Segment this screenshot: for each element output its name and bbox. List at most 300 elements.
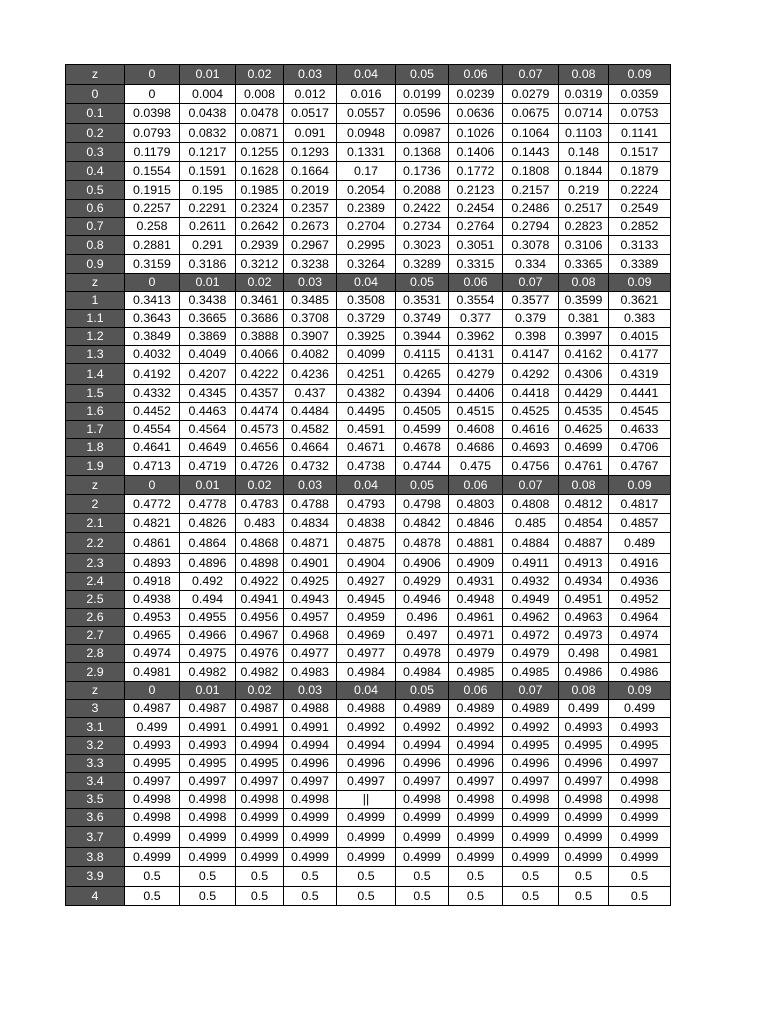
probability-cell: 0.4981: [125, 663, 180, 682]
header-row: [66, 274, 671, 292]
probability-cell: 0.2852: [609, 218, 671, 236]
probability-cell: 0.1064: [503, 124, 559, 143]
probability-cell: 0.2291: [180, 200, 236, 218]
table-row: [66, 645, 671, 663]
probability-cell: 0.4938: [125, 591, 180, 609]
probability-cell: 0.5: [609, 887, 671, 906]
probability-cell: 0.4991: [236, 718, 284, 737]
probability-cell: 0.1664: [284, 162, 337, 181]
probability-cell: 0.4999: [236, 848, 284, 867]
probability-cell: 0.4484: [284, 403, 337, 421]
probability-cell: 0.4719: [180, 457, 236, 476]
probability-cell: 0.4976: [236, 645, 284, 663]
table-row: [66, 554, 671, 573]
probability-cell: 0.4904: [337, 554, 396, 573]
probability-cell: 0.4599: [396, 421, 449, 439]
probability-cell: 0.4996: [396, 755, 449, 773]
probability-cell: 0.4857: [609, 514, 671, 533]
column-header: 0.01: [180, 682, 236, 700]
probability-cell: 0.4998: [125, 791, 180, 809]
probability-cell: 0.4964: [609, 609, 671, 627]
table-row: [66, 495, 671, 514]
z-value-cell: 2.4: [66, 573, 125, 591]
probability-cell: 0.4997: [284, 773, 337, 791]
probability-cell: 0.4147: [503, 346, 559, 364]
column-header: 0.08: [559, 65, 609, 85]
column-header: 0.06: [449, 476, 503, 495]
probability-cell: 0.4996: [559, 755, 609, 773]
header-row: [66, 682, 671, 700]
probability-cell: 0.4979: [503, 645, 559, 663]
probability-cell: 0.4999: [396, 809, 449, 827]
column-header: 0.05: [396, 65, 449, 85]
probability-cell: 0.4994: [396, 737, 449, 755]
probability-cell: 0.4066: [236, 346, 284, 364]
probability-cell: 0.5: [180, 887, 236, 906]
probability-cell: 0.4049: [180, 346, 236, 364]
z-value-cell: 3.7: [66, 827, 125, 848]
probability-cell: 0.379: [503, 310, 559, 328]
probability-cell: 0.2088: [396, 181, 449, 200]
probability-cell: 0.4884: [503, 533, 559, 554]
z-value-cell: 0.2: [66, 124, 125, 143]
probability-cell: 0.2794: [503, 218, 559, 236]
probability-cell: 0.3665: [180, 310, 236, 328]
probability-cell: 0.4875: [337, 533, 396, 554]
probability-cell: 0.1103: [559, 124, 609, 143]
column-header: 0.02: [236, 682, 284, 700]
column-header: 0.07: [503, 274, 559, 292]
table-row: [66, 591, 671, 609]
probability-cell: 0.4952: [609, 591, 671, 609]
probability-cell: 0.016: [337, 85, 396, 104]
column-header: 0.05: [396, 274, 449, 292]
probability-cell: 0.2019: [284, 181, 337, 200]
probability-cell: 0.4738: [337, 457, 396, 476]
probability-cell: 0.4974: [609, 627, 671, 645]
table-row: [66, 218, 671, 236]
probability-cell: 0.3485: [284, 292, 337, 310]
probability-cell: 0.2422: [396, 200, 449, 218]
z-score-table: [65, 64, 671, 906]
table-row: [66, 514, 671, 533]
probability-cell: 0.4992: [337, 718, 396, 737]
probability-cell: 0.4999: [337, 848, 396, 867]
probability-cell: 0.4995: [609, 737, 671, 755]
z-value-cell: 3: [66, 700, 125, 718]
probability-cell: 0.4793: [337, 495, 396, 514]
probability-cell: 0.497: [396, 627, 449, 645]
probability-cell: 0.4932: [503, 573, 559, 591]
z-column-header: z: [66, 476, 125, 495]
probability-cell: 0.4989: [396, 700, 449, 718]
probability-cell: 0.4999: [284, 809, 337, 827]
probability-cell: 0.4943: [284, 591, 337, 609]
table-row: [66, 364, 671, 385]
table-row: [66, 627, 671, 645]
table-row: [66, 143, 671, 162]
probability-cell: 0.4871: [284, 533, 337, 554]
column-header: 0.02: [236, 274, 284, 292]
probability-cell: 0.291: [180, 236, 236, 255]
table-row: [66, 292, 671, 310]
column-header: 0.07: [503, 476, 559, 495]
probability-cell: 0.0517: [284, 104, 337, 124]
z-column-header: z: [66, 274, 125, 292]
probability-cell: 0.4441: [609, 385, 671, 403]
probability-cell: 0.3133: [609, 236, 671, 255]
probability-cell: 0.4812: [559, 495, 609, 514]
column-header: 0.04: [337, 65, 396, 85]
probability-cell: 0.4846: [449, 514, 503, 533]
probability-cell: 0.3238: [284, 255, 337, 274]
probability-cell: 0.3577: [503, 292, 559, 310]
probability-cell: 0.0636: [449, 104, 503, 124]
z-value-cell: 1.5: [66, 385, 125, 403]
probability-cell: 0.485: [503, 514, 559, 533]
z-value-cell: 4: [66, 887, 125, 906]
probability-cell: 0.4319: [609, 364, 671, 385]
probability-cell: 0.4994: [236, 737, 284, 755]
probability-cell: 0.4994: [449, 737, 503, 755]
probability-cell: 0.4998: [609, 773, 671, 791]
probability-cell: 0.4678: [396, 439, 449, 457]
probability-cell: 0.4032: [125, 346, 180, 364]
probability-cell: 0.4279: [449, 364, 503, 385]
z-value-cell: 2.8: [66, 645, 125, 663]
probability-cell: 0.4999: [449, 827, 503, 848]
probability-cell: 0.3023: [396, 236, 449, 255]
probability-cell: 0.2642: [236, 218, 284, 236]
probability-cell: 0.4761: [559, 457, 609, 476]
column-header: 0.01: [180, 274, 236, 292]
probability-cell: 0.3438: [180, 292, 236, 310]
probability-cell: 0.4656: [236, 439, 284, 457]
column-header: 0.09: [609, 682, 671, 700]
column-header: 0.09: [609, 476, 671, 495]
probability-cell: 0.2389: [337, 200, 396, 218]
probability-cell: 0.4999: [609, 848, 671, 867]
probability-cell: 0.2224: [609, 181, 671, 200]
probability-cell: 0.4948: [449, 591, 503, 609]
probability-cell: 0.4997: [559, 773, 609, 791]
probability-cell: 0.4997: [449, 773, 503, 791]
table-row: [66, 737, 671, 755]
probability-cell: 0.4993: [180, 737, 236, 755]
probability-cell: 0.4131: [449, 346, 503, 364]
probability-cell: 0.4474: [236, 403, 284, 421]
column-header: 0.05: [396, 476, 449, 495]
probability-cell: 0.4573: [236, 421, 284, 439]
probability-cell: 0.1368: [396, 143, 449, 162]
probability-cell: 0.4713: [125, 457, 180, 476]
probability-cell: 0.4951: [559, 591, 609, 609]
column-header: 0.06: [449, 274, 503, 292]
probability-cell: 0.4989: [503, 700, 559, 718]
probability-cell: 0.4999: [449, 848, 503, 867]
probability-cell: 0.4961: [449, 609, 503, 627]
probability-cell: 0.3413: [125, 292, 180, 310]
probability-cell: 0.5: [559, 887, 609, 906]
probability-cell: 0.4999: [503, 809, 559, 827]
table-row: [66, 236, 671, 255]
probability-cell: 0.383: [609, 310, 671, 328]
probability-cell: 0.3599: [559, 292, 609, 310]
probability-cell: 0.3212: [236, 255, 284, 274]
probability-cell: 0.4999: [396, 827, 449, 848]
probability-cell: 0.4222: [236, 364, 284, 385]
column-header: 0.08: [559, 682, 609, 700]
probability-cell: 0.3531: [396, 292, 449, 310]
probability-cell: 0.4997: [125, 773, 180, 791]
probability-cell: 0.258: [125, 218, 180, 236]
probability-cell: 0.4332: [125, 385, 180, 403]
z-value-cell: 0.5: [66, 181, 125, 200]
column-header: 0.03: [284, 65, 337, 85]
probability-cell: 0.4162: [559, 346, 609, 364]
z-value-cell: 2.6: [66, 609, 125, 627]
probability-cell: 0.4992: [396, 718, 449, 737]
z-value-cell: 3.5: [66, 791, 125, 809]
probability-cell: 0.494: [180, 591, 236, 609]
probability-cell: 0.4997: [503, 773, 559, 791]
probability-cell: 0.5: [396, 887, 449, 906]
probability-cell: 0.4641: [125, 439, 180, 457]
probability-cell: 0.0478: [236, 104, 284, 124]
probability-cell: 0.1179: [125, 143, 180, 162]
probability-cell: 0.499: [125, 718, 180, 737]
probability-cell: 0.4972: [503, 627, 559, 645]
probability-cell: 0.4906: [396, 554, 449, 573]
probability-cell: 0.5: [559, 867, 609, 887]
probability-cell: 0.4861: [125, 533, 180, 554]
probability-cell: 0.4999: [125, 848, 180, 867]
probability-cell: 0.4898: [236, 554, 284, 573]
z-value-cell: 0.4: [66, 162, 125, 181]
probability-cell: 0.5: [503, 867, 559, 887]
probability-cell: 0.0714: [559, 104, 609, 124]
column-header: 0.05: [396, 682, 449, 700]
probability-cell: 0.4616: [503, 421, 559, 439]
probability-cell: 0.4798: [396, 495, 449, 514]
z-value-cell: 3.9: [66, 867, 125, 887]
probability-cell: 0.2967: [284, 236, 337, 255]
z-value-cell: 1.7: [66, 421, 125, 439]
probability-cell: 0.4817: [609, 495, 671, 514]
probability-cell: 0.4971: [449, 627, 503, 645]
table-row: [66, 700, 671, 718]
probability-cell: 0.381: [559, 310, 609, 328]
probability-cell: 0.4999: [180, 827, 236, 848]
probability-cell: 0.4925: [284, 573, 337, 591]
probability-cell: 0.4965: [125, 627, 180, 645]
column-header: 0.01: [180, 65, 236, 85]
probability-cell: 0.4382: [337, 385, 396, 403]
probability-cell: 0.1628: [236, 162, 284, 181]
header-row: [66, 476, 671, 495]
probability-cell: 0.4686: [449, 439, 503, 457]
probability-cell: 0.4082: [284, 346, 337, 364]
probability-cell: 0.3106: [559, 236, 609, 255]
probability-cell: 0.4969: [337, 627, 396, 645]
probability-cell: 0.4394: [396, 385, 449, 403]
probability-cell: 0.4987: [125, 700, 180, 718]
probability-cell: 0.4772: [125, 495, 180, 514]
probability-cell: 0.3888: [236, 328, 284, 346]
probability-cell: 0.4956: [236, 609, 284, 627]
probability-cell: 0.4998: [180, 809, 236, 827]
probability-cell: 0.4306: [559, 364, 609, 385]
probability-cell: 0.4625: [559, 421, 609, 439]
probability-cell: 0.1915: [125, 181, 180, 200]
probability-cell: 0.4887: [559, 533, 609, 554]
probability-cell: 0.3508: [337, 292, 396, 310]
probability-cell: 0.4864: [180, 533, 236, 554]
probability-cell: 0.3686: [236, 310, 284, 328]
header-row: [66, 65, 671, 85]
z-value-cell: 1.4: [66, 364, 125, 385]
probability-cell: 0.4664: [284, 439, 337, 457]
probability-cell: 0.4901: [284, 554, 337, 573]
probability-cell: 0.0675: [503, 104, 559, 124]
probability-cell: 0.4015: [609, 328, 671, 346]
probability-cell: 0.4998: [609, 791, 671, 809]
table-row: [66, 848, 671, 867]
probability-cell: 0.2324: [236, 200, 284, 218]
z-value-cell: 3.4: [66, 773, 125, 791]
probability-cell: 0.4987: [236, 700, 284, 718]
column-header: 0.03: [284, 682, 337, 700]
z-value-cell: 2.9: [66, 663, 125, 682]
probability-cell: 0.4999: [396, 848, 449, 867]
probability-cell: 0.4992: [449, 718, 503, 737]
probability-cell: 0.5: [236, 887, 284, 906]
probability-cell: 0.5: [125, 867, 180, 887]
probability-cell: 0.4826: [180, 514, 236, 533]
probability-cell: 0.1844: [559, 162, 609, 181]
probability-cell: 0.2995: [337, 236, 396, 255]
probability-cell: 0.4966: [180, 627, 236, 645]
probability-cell: 0.4997: [609, 755, 671, 773]
probability-cell: 0.4959: [337, 609, 396, 627]
probability-cell: 0.0948: [337, 124, 396, 143]
probability-cell: 0.4808: [503, 495, 559, 514]
probability-cell: 0.0438: [180, 104, 236, 124]
probability-cell: 0.4984: [337, 663, 396, 682]
z-value-cell: 1.6: [66, 403, 125, 421]
probability-cell: 0.3749: [396, 310, 449, 328]
probability-cell: 0.4406: [449, 385, 503, 403]
probability-cell: 0.1554: [125, 162, 180, 181]
table-row: [66, 310, 671, 328]
probability-cell: 0.4767: [609, 457, 671, 476]
probability-cell: 0.4357: [236, 385, 284, 403]
probability-cell: 0.1879: [609, 162, 671, 181]
probability-cell: 0.4981: [609, 645, 671, 663]
probability-cell: 0.3186: [180, 255, 236, 274]
probability-cell: 0.498: [559, 645, 609, 663]
probability-cell: 0.1772: [449, 162, 503, 181]
column-header: 0.08: [559, 274, 609, 292]
probability-cell: 0.3554: [449, 292, 503, 310]
probability-cell: 0.4997: [337, 773, 396, 791]
probability-cell: 0.4842: [396, 514, 449, 533]
probability-cell: 0.0359: [609, 85, 671, 104]
probability-cell: 0.496: [396, 609, 449, 627]
probability-cell: 0.4999: [337, 827, 396, 848]
probability-cell: 0.475: [449, 457, 503, 476]
probability-cell: 0.4999: [503, 827, 559, 848]
probability-cell: 0.1808: [503, 162, 559, 181]
probability-cell: 0.4998: [396, 791, 449, 809]
z-value-cell: 2.7: [66, 627, 125, 645]
probability-cell: 0.004: [180, 85, 236, 104]
column-header: 0.06: [449, 682, 503, 700]
column-header: 0.06: [449, 65, 503, 85]
probability-cell: 0.1985: [236, 181, 284, 200]
column-header: 0.08: [559, 476, 609, 495]
probability-cell: 0.1026: [449, 124, 503, 143]
probability-cell: 0.4996: [337, 755, 396, 773]
column-header: 0.07: [503, 682, 559, 700]
probability-cell: 0.3389: [609, 255, 671, 274]
probability-cell: 0.5: [449, 867, 503, 887]
probability-cell: 0.4945: [337, 591, 396, 609]
probability-cell: 0.3365: [559, 255, 609, 274]
probability-cell: 0.4838: [337, 514, 396, 533]
probability-cell: 0.3925: [337, 328, 396, 346]
z-value-cell: 0.1: [66, 104, 125, 124]
probability-cell: 0.4982: [236, 663, 284, 682]
probability-cell: 0.4999: [559, 827, 609, 848]
probability-cell: 0.0832: [180, 124, 236, 143]
probability-cell: 0.437: [284, 385, 337, 403]
table-row: [66, 773, 671, 791]
probability-cell: 0.4192: [125, 364, 180, 385]
probability-cell: 0.4251: [337, 364, 396, 385]
probability-cell: 0.499: [559, 700, 609, 718]
probability-cell: 0.4996: [503, 755, 559, 773]
probability-cell: 0.2704: [337, 218, 396, 236]
probability-cell: 0.4999: [449, 809, 503, 827]
probability-cell: 0.2454: [449, 200, 503, 218]
probability-cell: 0.4985: [449, 663, 503, 682]
probability-cell: 0.195: [180, 181, 236, 200]
probability-cell: 0.4962: [503, 609, 559, 627]
probability-cell: 0.0871: [236, 124, 284, 143]
table-row: [66, 791, 671, 809]
z-value-cell: 2.5: [66, 591, 125, 609]
probability-cell: 0.4515: [449, 403, 503, 421]
z-value-cell: 3.6: [66, 809, 125, 827]
probability-cell: 0.0199: [396, 85, 449, 104]
probability-cell: 0.4582: [284, 421, 337, 439]
probability-cell: 0.4992: [503, 718, 559, 737]
probability-cell: 0.4999: [609, 809, 671, 827]
table-row: [66, 403, 671, 421]
probability-cell: 0.4975: [180, 645, 236, 663]
probability-cell: 0.4991: [284, 718, 337, 737]
probability-cell: 0.4699: [559, 439, 609, 457]
column-header: 0.04: [337, 476, 396, 495]
probability-cell: ||: [337, 791, 396, 809]
table-row: [66, 457, 671, 476]
z-value-cell: 1.2: [66, 328, 125, 346]
probability-cell: 0.5: [125, 887, 180, 906]
probability-cell: 0.4756: [503, 457, 559, 476]
probability-cell: 0.012: [284, 85, 337, 104]
probability-cell: 0.4918: [125, 573, 180, 591]
